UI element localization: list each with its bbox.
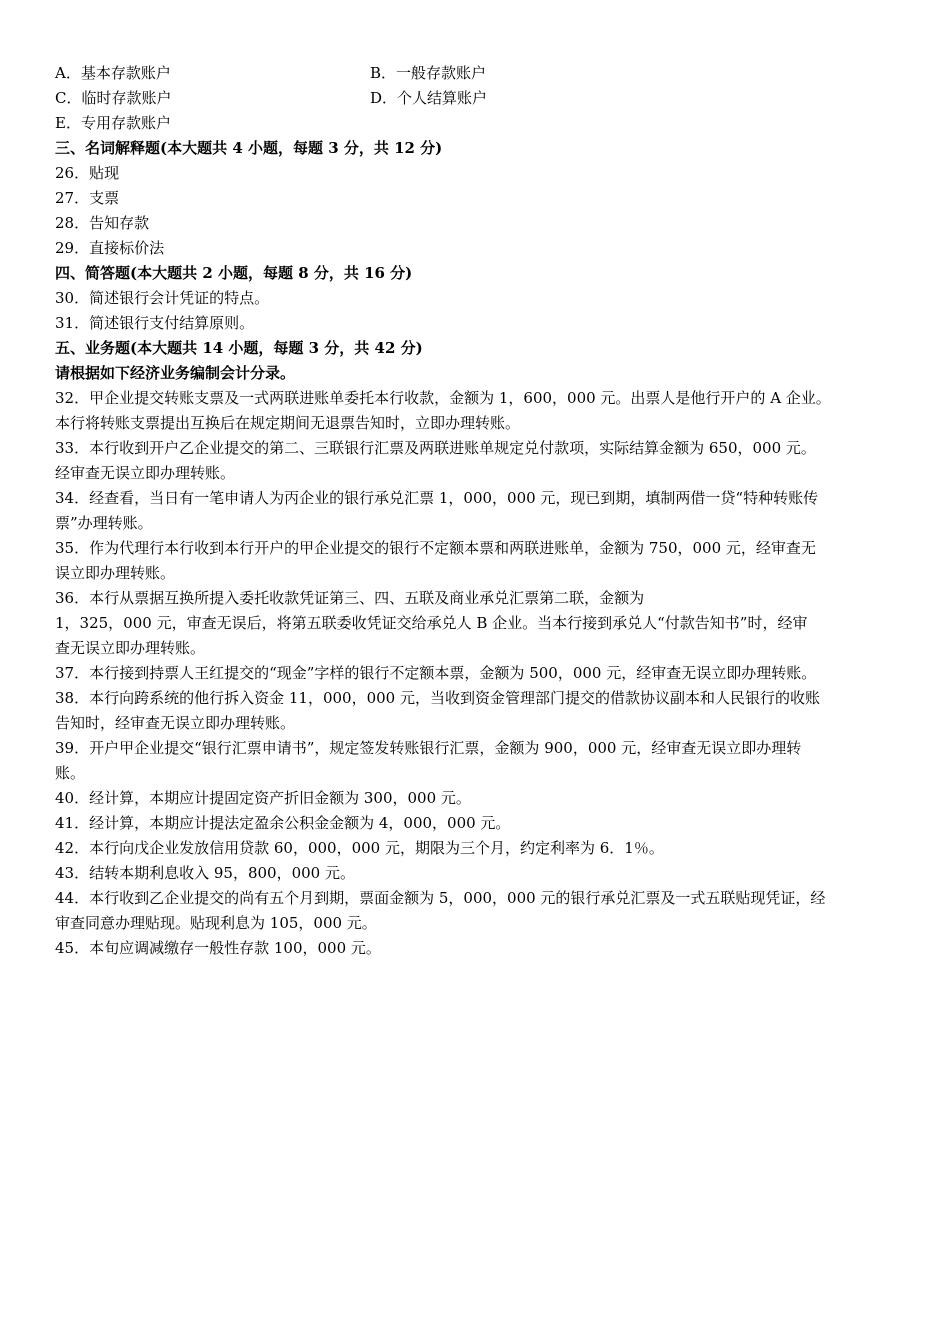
question-44-line-2: 审查同意办理贴现。贴现利息为 105，000 元。: [55, 914, 377, 932]
section-3-heading: 三、名词解释题(本大题共 4 小题，每题 3 分，共 12 分): [55, 139, 443, 157]
option-a: A．基本存款账户: [55, 64, 171, 82]
section-5-instruction: 请根据如下经济业务编制会计分录。: [55, 364, 296, 382]
option-e: E．专用存款账户: [55, 114, 171, 132]
option-b: B．一般存款账户: [370, 64, 487, 82]
question-27: 27．支票: [55, 189, 120, 207]
question-38-line-2: 告知时，经审查无误立即办理转账。: [55, 714, 296, 732]
section-5-heading: 五、业务题(本大题共 14 小题，每题 3 分，共 42 分): [55, 339, 423, 357]
question-40: 40．经计算，本期应计提固定资产折旧金额为 300，000 元。: [55, 789, 471, 807]
question-32-line-2: 本行将转账支票提出互换后在规定期间无退票告知时，立即办理转账。: [55, 414, 521, 432]
exam-page: [55, 61, 897, 961]
question-26: 26．贴现: [55, 164, 120, 182]
question-37: 37．本行接到持票人王红提交的“现金”字样的银行不定额本票，金额为 500，000 元，经审查无误立即办理转账。: [55, 664, 817, 682]
question-34-line-2: 票”办理转账。: [55, 514, 153, 532]
question-36-line-3: 查无误立即办理转账。: [55, 639, 206, 657]
question-41: 41．经计算，本期应计提法定盈余公积金金额为 4，000，000 元。: [55, 814, 511, 832]
question-39-line-2: 账。: [55, 764, 86, 782]
question-42: 42．本行向戊企业发放信用贷款 60，000，000 元，期限为三个月，约定利率为 6．1％。: [55, 839, 664, 857]
question-31: 31．简述银行支付结算原则。: [55, 314, 255, 332]
question-38-line-1: 38．本行向跨系统的他行拆入资金 11，000，000 元，当收到资金管理部门提交的借款协议副本和人民银行的收账: [55, 689, 820, 707]
question-30: 30．简述银行会计凭证的特点。: [55, 289, 270, 307]
option-c: C．临时存款账户: [55, 89, 172, 107]
question-33-line-1: 33．本行收到开户乙企业提交的第二、三联银行汇票及两联进账单规定兑付款项，实际结算金额为 650，000 元。: [55, 439, 816, 457]
options-row-2: [55, 86, 897, 111]
question-44-line-1: 44．本行收到乙企业提交的尚有五个月到期，票面金额为 5，000，000 元的银行承兑汇票及一式五联贴现凭证，经: [55, 889, 826, 907]
question-36-line-1: 36．本行从票据互换所提入委托收款凭证第三、四、五联及商业承兑汇票第二联，金额为: [55, 589, 645, 607]
question-28: 28．告知存款: [55, 214, 150, 232]
question-35-line-1: 35．作为代理行本行收到本行开户的甲企业提交的银行不定额本票和两联进账单，金额为 750，000 元，经审查无: [55, 539, 816, 557]
section-4-heading: 四、简答题(本大题共 2 小题，每题 8 分，共 16 分): [55, 264, 413, 282]
question-32-line-1: 32．甲企业提交转账支票及一式两联进账单委托本行收款，金额为 1，600，000 元。出票人是他行开户的 A 企业。: [55, 389, 831, 407]
question-29: 29．直接标价法: [55, 239, 165, 257]
question-36-line-2: 1，325，000 元，审查无误后，将第五联委收凭证交给承兑人 B 企业。当本行接到承兑人“付款告知书”时，经审: [55, 614, 808, 632]
question-34-line-1: 34．经查看，当日有一笔申请人为丙企业的银行承兑汇票 1，000，000 元，现已到期，填制两借一贷“特种转账传: [55, 489, 819, 507]
question-39-line-1: 39．开户甲企业提交“银行汇票申请书”，规定签发转账银行汇票，金额为 900，000 元，经审查无误立即办理转: [55, 739, 802, 757]
question-35-line-2: 误立即办理转账。: [55, 564, 176, 582]
option-d: D．个人结算账户: [370, 89, 488, 107]
options-row-1: [55, 61, 897, 86]
question-33-line-2: 经审查无误立即办理转账。: [55, 464, 236, 482]
question-43: 43．结转本期利息收入 95，800，000 元。: [55, 864, 355, 882]
question-45: 45．本旬应调减缴存一般性存款 100，000 元。: [55, 939, 381, 957]
